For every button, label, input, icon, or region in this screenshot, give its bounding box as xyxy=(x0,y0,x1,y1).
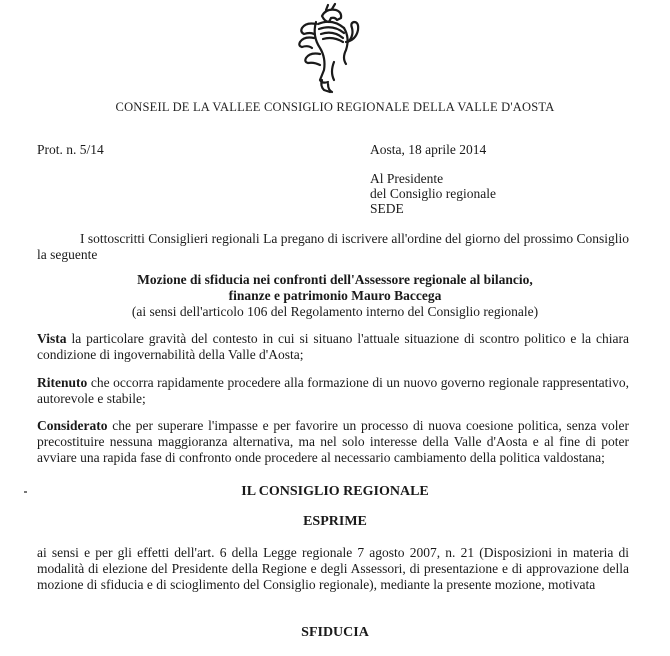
motion-title-line-1: Mozione di sfiducia nei confronti dell'Assessore regionale al bilancio, xyxy=(137,272,533,287)
recital-keyword: Considerato xyxy=(37,418,108,433)
motion-title-line-2: finanze e patrimonio Mauro Baccega xyxy=(228,288,442,303)
expresses-heading: ESPRIME xyxy=(303,514,367,529)
addressee-line-2: del Consiglio regionale xyxy=(370,186,496,201)
recital-vista xyxy=(37,331,629,363)
protocol-number: Prot. n. 5/14 xyxy=(37,142,104,157)
intro-paragraph: I sottoscritti Consiglieri regionali La pregano di iscrivere all'ordine del giorno del prossimo Consiglio la seguente xyxy=(37,231,629,262)
letterhead-title: CONSEIL DE LA VALLEE CONSIGLIO REGIONALE DELLA VALLE D'AOSTA xyxy=(115,100,555,114)
addressee-line-3: SEDE xyxy=(370,201,404,216)
recital-text: la particolare gravità del contesto in cui si situano l'attuale situazione di scontro politico e la chiara condizione di ingovernabilità della Valle d'Aosta; xyxy=(37,331,629,362)
motion-title xyxy=(0,272,670,320)
recital-text: che per superare l'impasse e per favorire un processo di nuova coesione politica, senza voler precostituire nessuna maggioranza alternativa, ma nel solo interesse della Valle d'Aosta e al fine di poter avviare una rapida fase di confronto onde procedere al necessario cambiamento della politica valdostana; xyxy=(37,418,629,465)
body-paragraph: ai sensi e per gli effetti dell'art. 6 della Legge regionale 7 agosto 2007, n. 21 (Disposizioni in materia di modalità di elezione del Presidente della Regione e degli Assessori, di presentazione e di approvazione della mozione di sfiducia e di scioglimento del Consiglio regionale), mediante la presente mozione, motivata xyxy=(37,545,629,592)
rampant-lion-emblem-icon xyxy=(292,2,372,98)
verdict-heading: SFIDUCIA xyxy=(301,625,369,640)
recital-considerato xyxy=(37,418,629,466)
addressee-line-1: Al Presidente xyxy=(370,171,444,186)
motion-title-line-3: (ai sensi dell'articolo 106 del Regolamento interno del Consiglio regionale) xyxy=(131,304,539,319)
addressee-block xyxy=(370,171,496,216)
council-heading: IL CONSIGLIO REGIONALE xyxy=(241,484,429,499)
recital-keyword: Ritenuto xyxy=(37,375,88,390)
recital-keyword: Vista xyxy=(37,331,67,346)
document-date: Aosta, 18 aprile 2014 xyxy=(370,142,487,157)
recital-ritenuto xyxy=(37,375,629,407)
recital-text: che occorra rapidamente procedere alla formazione di un nuovo governo regionale rappresentativo, autorevole e stabile; xyxy=(37,375,629,406)
